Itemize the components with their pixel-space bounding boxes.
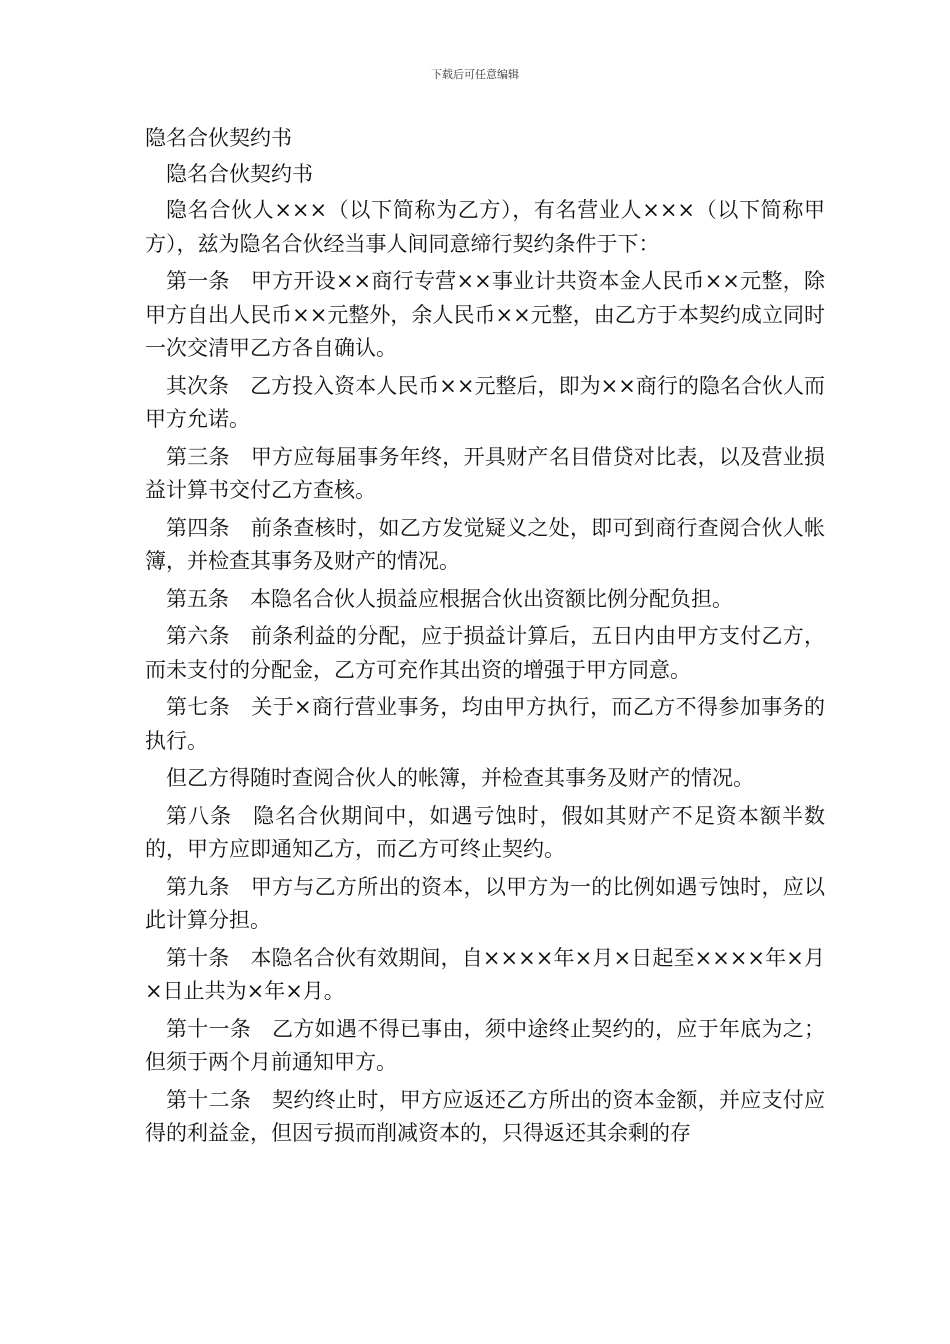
document-body (145, 194, 825, 1155)
article-label: 第九条 (166, 874, 230, 899)
article-paragraph (145, 620, 825, 687)
article-paragraph (145, 583, 825, 617)
article-label: 第四条 (166, 515, 230, 540)
article-label: 第五条 (166, 586, 229, 611)
article-paragraph (145, 512, 825, 579)
article-paragraph (145, 1013, 825, 1080)
article-note-paragraph: 但乙方得随时查阅合伙人的帐簿，并检查其事务及财产的情况。 (166, 766, 754, 790)
article-text: 隐名合伙期间中，如遇亏蚀时，假如其财产不足资本额半数的，甲方应即通知乙方，而乙方可终止契约。 (145, 803, 825, 861)
article-label: 第十二条 (166, 1087, 252, 1112)
article-text: 前条利益的分配，应于损益计算后，五日内由甲方支付乙方，而未支付的分配金，乙方可充作其出资的增强于甲方同意。 (145, 624, 825, 682)
article-label: 第一条 (166, 269, 230, 293)
article-text: 契约终止时，甲方应返还乙方所出的资本金额，并应支付应得的利益金，但因亏损而削减资本的，只得返还其余剩的存 (145, 1087, 826, 1145)
article-paragraph (145, 800, 825, 867)
article-text: 关于×商行营业事务，均由甲方执行，而乙方不得参加事务的执行。 (145, 695, 826, 753)
article-text: 前条查核时，如乙方发觉疑义之处，即可到商行查阅合伙人帐簿，并检查其事务及财产的情况。 (145, 515, 825, 573)
article-text: 本隐名合伙有效期间，自××××年×月×日起至××××年×月×日止共为×年×月。 (145, 945, 825, 1003)
article-label: 第十条 (166, 945, 230, 970)
article-paragraph (145, 370, 825, 437)
article-paragraph (145, 265, 825, 366)
document-title: 隐名合伙契约书 (145, 126, 292, 150)
article-text: 本隐名合伙人损益应根据合伙出资额比例分配负担。 (250, 586, 733, 611)
article-label: 其次条 (166, 373, 230, 398)
article-paragraph (145, 691, 825, 758)
article-label: 第六条 (166, 624, 230, 648)
article-label: 第十一条 (166, 1016, 252, 1041)
preamble-paragraph: 隐名合伙人×××（以下简称为乙方），有名营业人×××（以下简称甲方），兹为隐名合伙经当事人间同意缔行契约条件于下： (145, 198, 825, 256)
article-paragraph (145, 871, 825, 938)
document-subtitle: 隐名合伙契约书 (166, 162, 313, 186)
article-text: 乙方如遇不得已事由，须中途终止契约的，应于年底为之；但须于两个月前通知甲方。 (145, 1016, 826, 1074)
article-label: 第八条 (166, 803, 233, 828)
article-text: 甲方与乙方所出的资本，以甲方为一的比例如遇亏蚀时，应以此计算分担。 (145, 874, 825, 932)
article-paragraph (145, 1084, 825, 1151)
header-note: 下载后可任意编辑 (431, 68, 519, 81)
article-text: 甲方开设××商行专营××事业计共资本金人民币××元整，除甲方自出人民币××元整外，余人民币××元整，由乙方于本契约成立同时一次交清甲乙方各自确认。 (145, 269, 825, 360)
article-paragraph (145, 942, 825, 1009)
article-paragraph (145, 441, 825, 508)
article-label: 第三条 (166, 444, 230, 469)
article-label: 第七条 (166, 695, 231, 719)
article-text: 乙方投入资本人民币××元整后，即为××商行的隐名合伙人而甲方允诺。 (145, 373, 826, 431)
article-text: 甲方应每届事务年终，开具财产名目借贷对比表，以及营业损益计算书交付乙方查核。 (145, 444, 825, 502)
